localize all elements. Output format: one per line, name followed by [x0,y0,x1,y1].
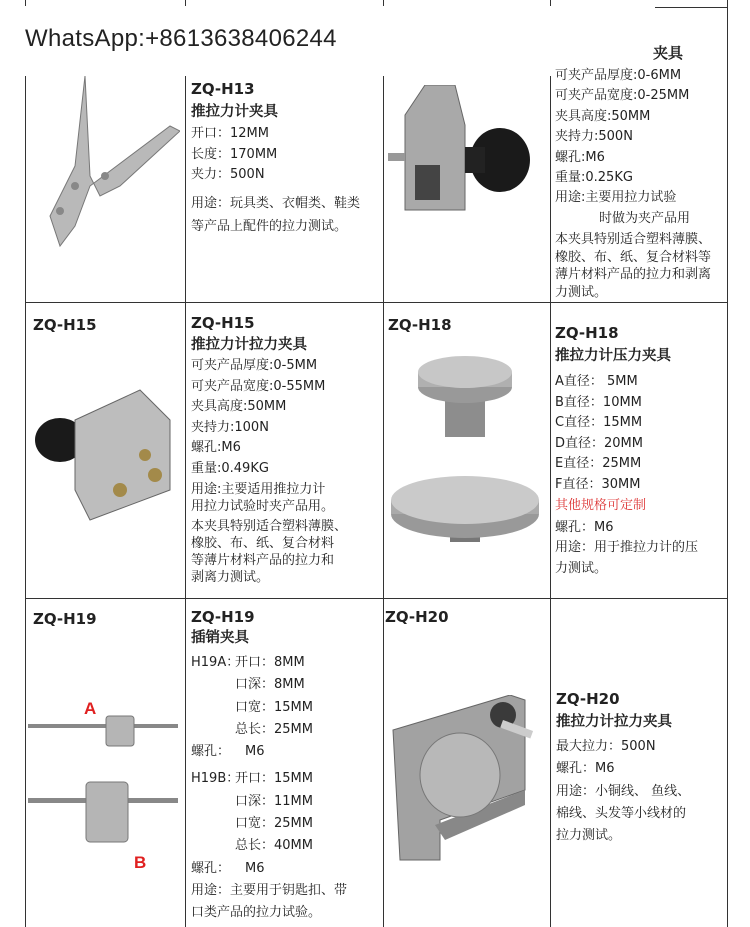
spec: 螺孔:M6 [555,149,605,165]
divider [25,302,728,303]
compression-disc-image [385,352,550,552]
usage: 用途：小铜线、 鱼线、 [556,783,691,799]
product-h13-info [191,78,381,238]
product-h20-info [556,688,728,847]
spec: 夹具高度:50MM [555,108,651,124]
spec: E直径：25MM [555,456,642,471]
note: 薄片材料产品的拉力和剥离 [555,267,712,283]
product-code: ZQ-H19 [191,608,255,626]
product-h18-info [555,322,727,579]
product-label: ZQ-H20 [385,608,449,626]
usage: 用拉力试验时夹产品用。 [191,499,335,514]
spec: 开口：8MM [235,655,305,670]
custom-note: 其他规格可定制 [555,498,647,513]
divider [185,0,186,6]
product-title: 推拉力计拉力夹具 [191,337,307,353]
spec: 夹持力:100N [191,419,269,435]
product-title: 推拉力计夹具 [191,104,278,120]
spec: 夹持力:500N [555,129,633,145]
spec: 开口：15MM [235,771,313,787]
spec: 总长：25MM [235,721,313,737]
usage: 用途：主要用于钥匙扣、带 [191,882,348,898]
usage: 等产品上配件的拉力测试。 [191,218,348,234]
locking-pliers-image [30,76,180,251]
spec: 螺孔:M6 [191,440,241,455]
product-label: ZQ-H19 [33,610,97,628]
category-heading: 夹具 [653,44,684,62]
pin-clamp-image [28,690,183,880]
spec: 重量:0.25KG [555,170,633,186]
usage: 口类产品的拉力试验。 [191,905,322,921]
product-h19-info [191,606,381,925]
usage: 用途:主要适用推拉力计 [191,482,326,497]
spec: A直径： 5MM [555,374,638,389]
spec-label: 螺孔： [191,744,231,760]
spec: M6 [245,860,265,876]
spec: 口宽：25MM [235,816,313,832]
product-code: ZQ-H20 [556,690,620,708]
spec-label: 螺孔： [191,860,231,876]
note: 橡胶、布、纸、复合材料 [191,536,335,551]
spec: 可夹产品厚度:0-6MM [555,68,682,83]
note: 本夹具特别适合塑料薄膜、 [191,519,348,534]
note: 橡胶、布、纸、复合材料等 [555,249,712,265]
product-code: ZQ-H18 [555,324,619,342]
spec: 口深：8MM [235,677,305,693]
spec: 可夹产品厚度:0-5MM [191,358,318,373]
divider [25,598,728,599]
spec: 长度：170MM [191,146,278,162]
note: 力测试。 [555,284,608,300]
product-label: ZQ-H15 [33,316,97,334]
product-h15-info [191,312,381,586]
product-title: 插销夹具 [191,630,249,646]
spec: 螺孔：M6 [556,761,615,777]
spec: 时做为夹产品用 [599,210,691,226]
note: 剥离力测试。 [191,570,270,585]
spec: 开口：12MM [191,126,269,141]
spec: C直径：15MM [555,415,643,430]
spec: F直径：30MM [555,476,641,492]
usage: 拉力测试。 [556,828,622,844]
usage: 力测试。 [555,560,608,576]
note: 本夹具特别适合塑料薄膜、 [555,232,712,248]
spec: 夹具高度:50MM [191,399,287,414]
product-code: ZQ-H15 [191,314,255,332]
divider [25,76,26,927]
spec: 总长：40MM [235,838,313,854]
divider [383,76,384,927]
divider [185,76,186,927]
film-clamp-image [385,85,550,220]
spec: 最大拉力：500N [556,739,656,754]
divider [25,0,26,6]
spec: 可夹产品宽度:0-55MM [191,378,326,394]
film-clamp-info [555,66,727,301]
note: 等薄片材料产品的拉力和 [191,553,335,568]
divider [550,0,551,6]
tensile-clamp-image [30,380,180,530]
divider [383,0,384,6]
variant-label: H19B： [191,771,240,787]
spec: 用途:主要用拉力试验 [555,190,677,206]
label-a: A [84,699,97,718]
usage: 用途：用于推拉力计的压 [555,540,699,555]
spec: B直径：10MM [555,394,642,410]
spec: 口深：11MM [235,793,313,809]
divider [655,7,727,8]
spec: 夹力：500N [191,167,265,182]
spec: M6 [245,744,265,760]
spec: 可夹产品宽度:0-25MM [555,88,690,104]
product-code: ZQ-H13 [191,80,255,98]
spec: 螺孔：M6 [555,519,614,535]
spec: 重量:0.49KG [191,460,269,476]
product-title: 推拉力计压力夹具 [555,348,671,364]
spec: 口宽：15MM [235,699,313,715]
product-label: ZQ-H18 [388,316,452,334]
product-title: 推拉力计拉力夹具 [556,714,672,730]
usage: 用途：玩具类、衣帽类、鞋类 [191,195,361,211]
usage: 棉线、头发等小线材的 [556,805,687,821]
label-b: B [134,853,147,872]
variant-label: H19A： [191,655,240,670]
wire-clamp-image [385,695,550,865]
divider [550,76,551,927]
spec: D直径：20MM [555,435,643,451]
whatsapp-contact: WhatsApp:+8613638406244 [25,25,337,52]
